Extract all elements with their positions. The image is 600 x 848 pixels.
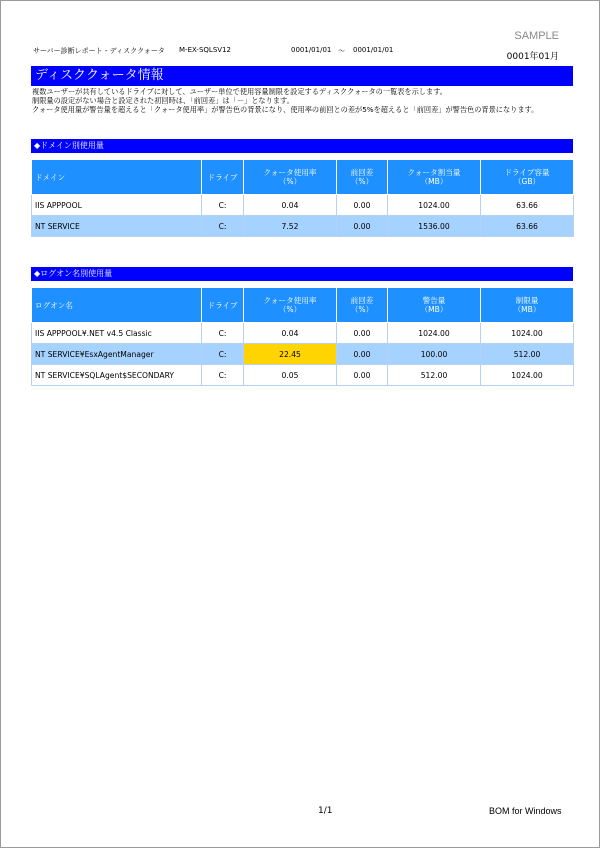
description-line: 複数ユーザーが共有しているドライブに対して、ユーザー単位で使用容量制限を設定するディスククォータの一覧表を示します。: [32, 88, 447, 96]
table-row: [32, 216, 574, 237]
description-line: クォータ使用量が警告量を超えると「クォータ使用率」が警告色の背景になり、使用率の前回との差が5%を超えると「前回差」が警告色の背景になります。: [32, 105, 539, 114]
table-cell: 512.00: [481, 344, 574, 365]
column-header: クォータ使用率 （%）: [244, 160, 337, 195]
table-cell: 100.00: [388, 344, 481, 365]
table-cell: C:: [202, 365, 244, 386]
description: [32, 88, 577, 114]
table-row: [32, 344, 574, 365]
date-to: 0001/01/01: [353, 46, 394, 54]
column-header: ドメイン: [32, 160, 202, 195]
column-header: 前回差 （%）: [337, 160, 388, 195]
description-line: 制限量の設定がない場合と設定された初回時は、「前回差」は「－」となります。: [32, 96, 294, 105]
column-header: 警告量 （MB）: [388, 288, 481, 323]
table-cell: 0.00: [337, 216, 388, 237]
table-cell: IIS APPPOOL: [32, 195, 202, 216]
table-cell: C:: [202, 344, 244, 365]
column-header: ログオン名: [32, 288, 202, 323]
table-cell: 1536.00: [388, 216, 481, 237]
table-row: [32, 323, 574, 344]
table-header-row: [32, 160, 574, 195]
period-label: 0001年01月: [506, 52, 559, 62]
report-title: サーバー診断レポート - ディスククォータ: [33, 47, 165, 55]
table-cell: 63.66: [481, 216, 574, 237]
column-header: ドライブ: [202, 288, 244, 323]
table-cell: 1024.00: [388, 195, 481, 216]
column-header: クォータ使用率 （%）: [244, 288, 337, 323]
table-cell: 0.00: [337, 344, 388, 365]
page-number: 1/1: [318, 806, 333, 816]
table-cell: C:: [202, 323, 244, 344]
table-cell: 0.04: [244, 195, 337, 216]
sample-label: SAMPLE: [514, 30, 559, 42]
table-cell: NT SERVICE: [32, 216, 202, 237]
domain-section-title: ◆ドメイン別使用量: [31, 139, 573, 153]
table-cell: NT SERVICE¥EsxAgentManager: [32, 344, 202, 365]
date-separator: ～: [338, 47, 345, 55]
table-cell: 512.00: [388, 365, 481, 386]
table-cell: 63.66: [481, 195, 574, 216]
table-cell: C:: [202, 216, 244, 237]
logon-section-title: ◆ログオン名別使用量: [31, 267, 573, 281]
server-name: M-EX-SQLSV12: [179, 46, 231, 54]
table-cell: 1024.00: [388, 323, 481, 344]
logon-usage-table: [31, 287, 574, 386]
section-title-bar: ディスククォータ情報: [31, 66, 573, 86]
table-cell: 0.05: [244, 365, 337, 386]
table-cell: 1024.00: [481, 323, 574, 344]
table-cell: NT SERVICE¥SQLAgent$SECONDARY: [32, 365, 202, 386]
domain-usage-table: [31, 159, 574, 237]
column-header: 前回差 （%）: [337, 288, 388, 323]
footer-brand: BOM for Windows: [489, 806, 562, 816]
table-cell: 7.52: [244, 216, 337, 237]
column-header: 制限量 （MB）: [481, 288, 574, 323]
column-header: ドライブ: [202, 160, 244, 195]
table-row: [32, 195, 574, 216]
date-from: 0001/01/01: [291, 46, 332, 54]
table-cell: 22.45: [244, 344, 337, 365]
table-cell: 1024.00: [481, 365, 574, 386]
column-header: クォータ割当量 （MB）: [388, 160, 481, 195]
table-cell: C:: [202, 195, 244, 216]
table-header-row: [32, 288, 574, 323]
table-cell: 0.00: [337, 195, 388, 216]
table-row: [32, 365, 574, 386]
table-cell: 0.00: [337, 323, 388, 344]
table-cell: IIS APPPOOL¥.NET v4.5 Classic: [32, 323, 202, 344]
table-cell: 0.00: [337, 365, 388, 386]
table-cell: 0.04: [244, 323, 337, 344]
column-header: ドライブ容量 （GB）: [481, 160, 574, 195]
